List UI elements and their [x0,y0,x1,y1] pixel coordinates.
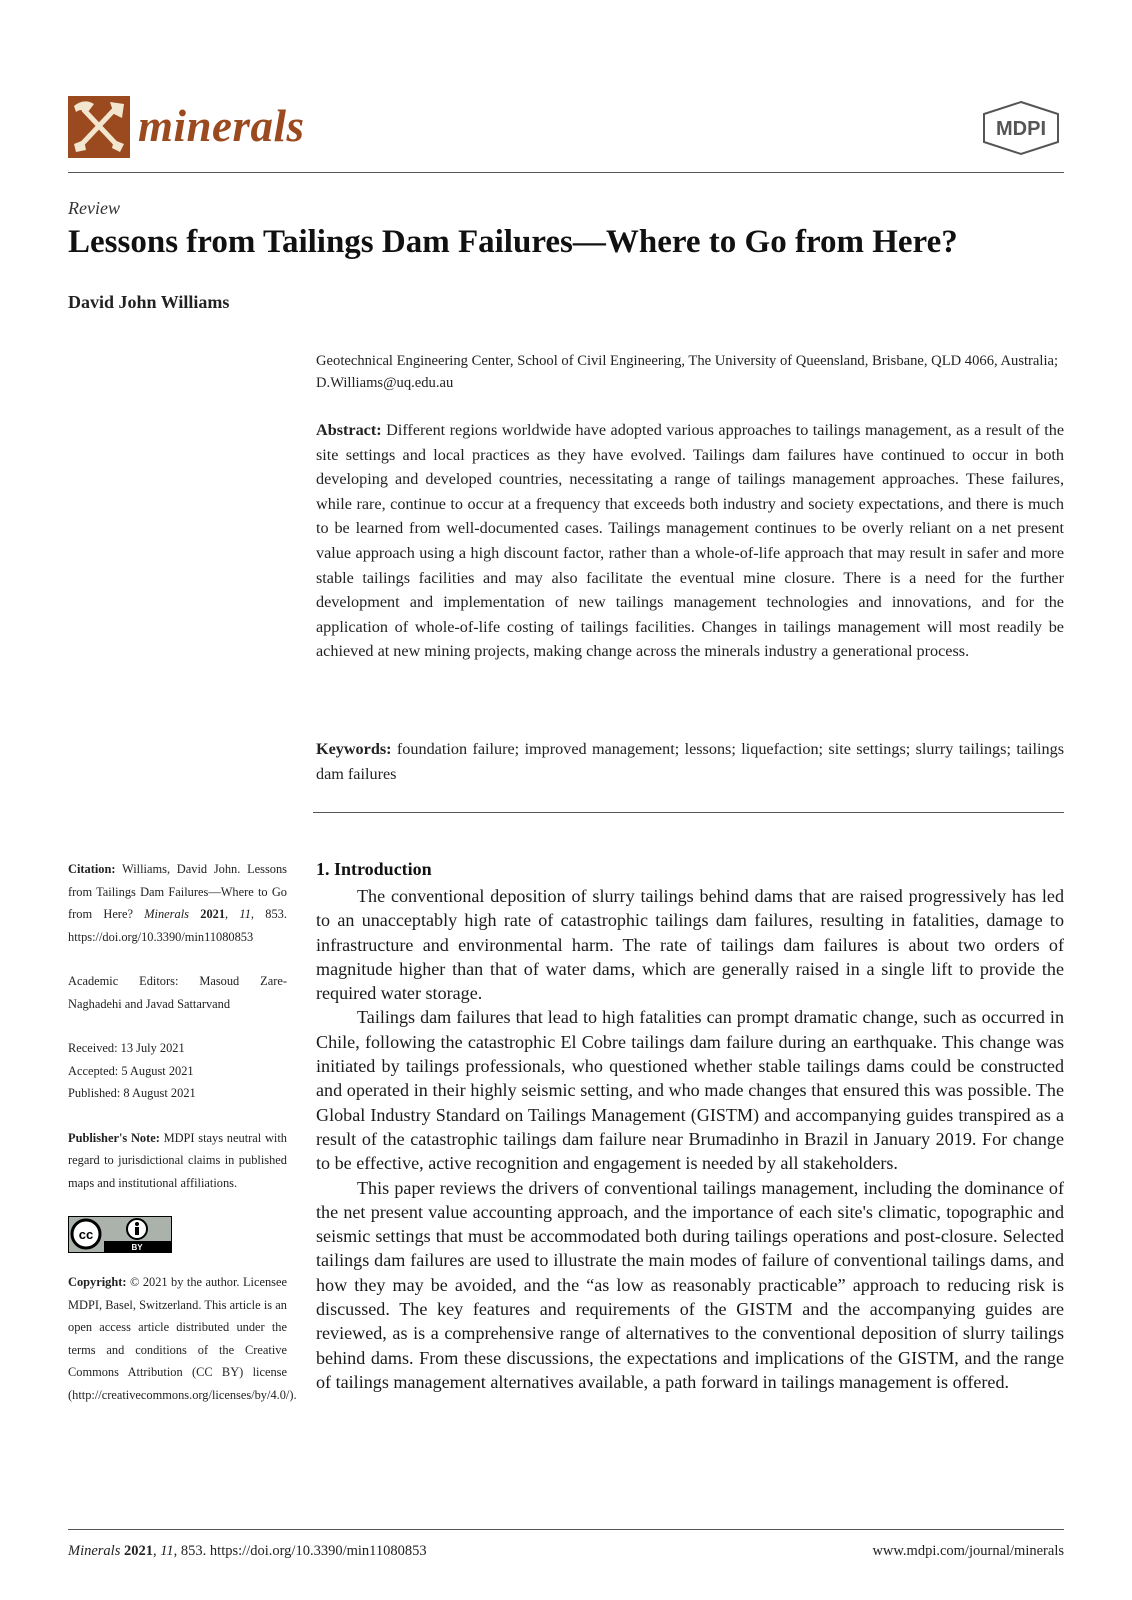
cc-by-license-icon[interactable] [68,1216,172,1253]
paragraph: Tailings dam failures that lead to high fatalities can prompt dramatic change, such as occurred in Chile, following the catastrophic El Cobre tailings dam failure during an earthquake. This change was initiated by tailings professionals, who questioned whether stable tailings dams could be constructed and operated in their highly seismic setting, and who made changes that ensured this was possible. The Global Industry Standard on Tailings Management (GISTM) and accompanying guides transpired as a result of the catastrophic tailings dam failure near Brumadinho in Brazil in January 2019. For change to be effective, active recognition and engagement is needed by all stakeholders. [316,1007,1064,1174]
footer-year: 2021 [123,1543,153,1559]
publishers-note-label: Publisher's Note: [68,1130,160,1145]
publishers-note [68,1127,287,1195]
header-divider [68,172,1064,173]
citation-doi[interactable]: , 853. https://doi.org/10.3390/min11080853 [68,907,287,944]
keywords-label: Keywords: [316,740,392,758]
accepted-date: Accepted: 5 August 2021 [68,1063,194,1078]
academic-editors: Academic Editors: Masoud Zare-Naghadehi and Javad Sattarvand [68,974,287,1011]
journal-name: minerals [138,101,305,151]
citation-block: Citation: Williams, David John. Lessons from Tailings Dam Failures—Where to Go from Here? Minerals 2021, 11, 853. https://doi.org/10.3390/min11080853 [68,862,288,944]
published-date: Published: 8 August 2021 [68,1086,196,1100]
keywords [316,737,1064,786]
abstract [316,418,1064,664]
keywords-text: foundation failure; improved management; lessons; liquefaction; site settings; slurry tailings; tailings dam failures [316,740,1064,783]
svg-text:MDPI: MDPI [996,118,1046,140]
citation-label: Citation: [68,862,116,876]
citation-text: Williams, David John. Lessons from Tailings Dam Failures—Where to Go from Here? [68,862,288,921]
dates-block [68,1037,287,1105]
sidebar [68,858,297,1428]
footer-divider [68,1529,1064,1530]
abstract-divider [313,812,1064,813]
citation-journal: Minerals [144,907,189,921]
footer-journal-url[interactable]: www.mdpi.com/journal/minerals [872,1543,1064,1559]
received-date: Received: 13 July 2021 [68,1041,185,1055]
footer-citation: Minerals 2021, 11, 853. https://doi.org/10.3390/min11080853 [68,1543,427,1559]
svg-text:BY: BY [131,1243,143,1252]
svg-text:cc: cc [78,1227,94,1242]
mdpi-logo-icon [980,100,1062,156]
author-name: David John Williams [68,292,230,312]
footer-journal: Minerals [68,1543,121,1559]
article-type: Review [68,198,120,218]
paragraph: The conventional deposition of slurry tailings behind dams that are raised progressively has led to an unacceptably high rate of catastrophic tailings dam failures, resulting in fatalities, damage to infrastructure and environmental harm. The rate of tailings dam failures is about two orders of magnitude higher than that of water dams, which are generally raised in a single lift to provide the required water storage. [316,886,1064,1004]
footer-volume: 11 [160,1543,174,1559]
citation-volume: 11 [239,907,251,921]
copyright-text: © 2021 by the author. Licensee MDPI, Basel, Switzerland. This article is an open access article distributed under the terms and conditions of the Creative Commons Attribution (CC BY) license (http://creativecommons.org/licenses/by/4.0/). [68,1275,297,1402]
author-affiliation: Geotechnical Engineering Center, School of Civil Engineering, The University of Queensland, Brisbane, QLD 4066, Australia; D.Williams@uq.edu.au [316,353,1059,391]
journal-logo-icon [68,96,130,158]
section-heading: 1. Introduction [316,859,432,879]
abstract-text: Different regions worldwide have adopted various approaches to tailings management, as a result of the site settings and local practices as they have evolved. Tailings dam failures have continued to occur in both developing and developed countries, necessitating a range of tailings management approaches. These failures, while rare, continue to occur at a frequency that exceeds both industry and society expectations, and there is much to be learned from well-documented cases. Tailings management continues to be overly reliant on a net present value approach using a high discount factor, rather than a whole-of-life approach that may result in safer and more stable tailings facilities and may also facilitate the eventual mine closure. There is a need for the further development and implementation of new tailings management technologies and innovations, and for the application of whole-of-life costing of tailings facilities. Changes in tailings management will most readily be achieved at new mining projects, making change across the minerals industry a generational process. [316,421,1065,661]
publishers-note-text: MDPI stays neutral with regard to jurisdictional claims in published maps and institutional affiliations. [68,1130,287,1190]
abstract-label: Abstract: [316,421,382,439]
citation-year: 2021 [200,907,226,921]
article-title: Lessons from Tailings Dam Failures—Where to Go from Here? [68,224,958,260]
footer-doi-link[interactable]: , 853. https://doi.org/10.3390/min11080853 [173,1543,427,1559]
body-text [316,884,1064,1394]
copyright-block [68,1271,297,1406]
copyright-label: Copyright: [68,1275,127,1289]
paragraph: This paper reviews the drivers of conventional tailings management, including the dominance of the net present value accounting approach, and the importance of each site's climatic, topographic and seismic settings that must be accommodated both during tailings operations and post-closure. Selected tailings dam failures are used to illustrate the main modes of failure of conventional tailings dams, and how they may be avoided, and the “as low as reasonably practicable” approach to reducing risk is discussed. The key features and requirements of the GISTM and the accompanying guides are reviewed, as is a comprehensive range of alternatives to the conventional deposition of slurry tailings behind dams. From these discussions, the expectations and implications of the GISTM, and the range of tailings management alternatives available, a path forward in tailings management is offered. [316,1177,1064,1392]
